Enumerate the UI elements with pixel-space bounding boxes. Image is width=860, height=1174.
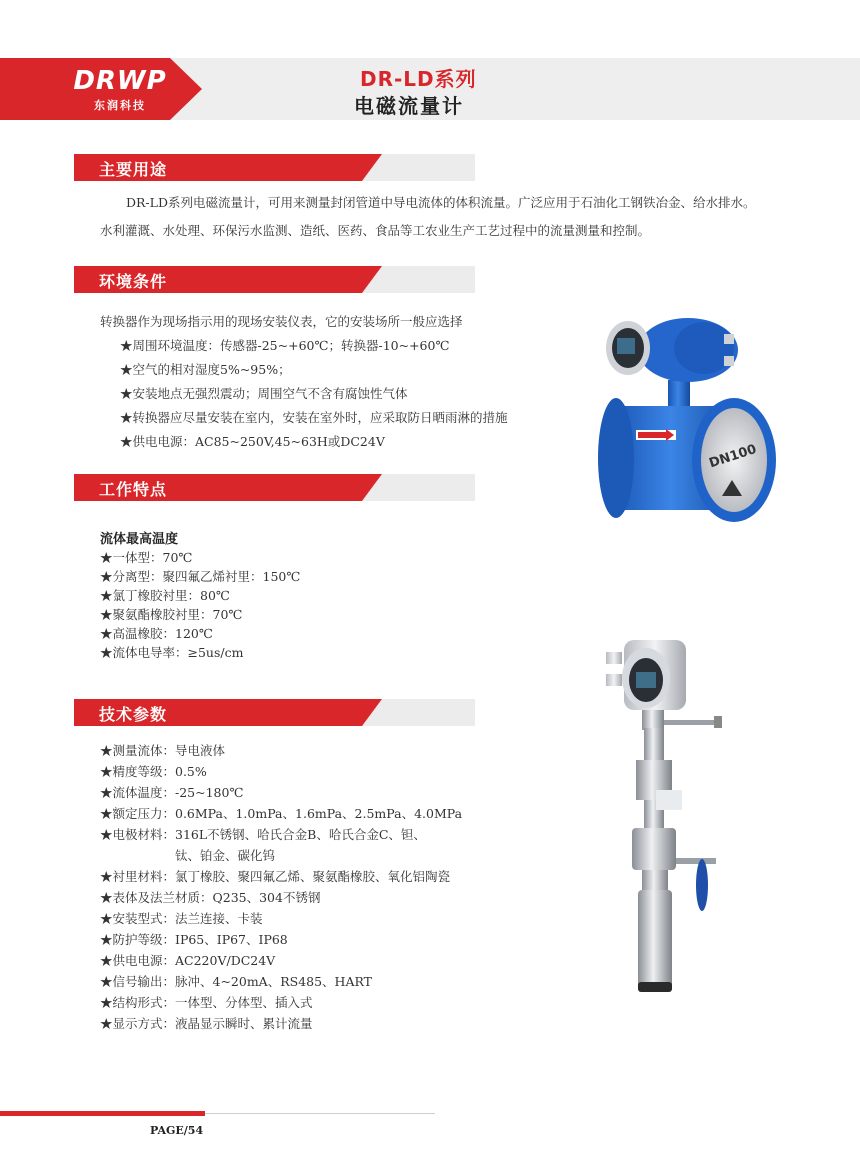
feature-item: ★聚氨酯橡胶衬里：70℃ (100, 607, 243, 622)
usage-paragraph: DR-LD系列电磁流量计，可用来测量封闭管道中导电流体的体积流量。广泛应用于石油化工钢铁冶金、给水排水。水利灌溉、水处理、环保污水监测、造纸、医药、食品等工农业生产工艺过程中的流量测量和控制。 (100, 195, 756, 238)
spec-item: ★结构形式：一体型、分体型、插入式 (100, 995, 313, 1010)
section-title: 环境条件 (99, 272, 168, 291)
insertion-flowmeter-image (598, 630, 728, 1000)
section-header-specs (74, 699, 475, 726)
spec-item: ★衬里材料：氯丁橡胶、聚四氟乙烯、聚氨酯橡胶、氧化铝陶瓷 (100, 869, 451, 884)
spec-item: ★信号输出：脉冲、4~20mA、RS485、HART (100, 974, 373, 989)
company-logo: DRWP (73, 66, 167, 96)
section-header-environment (74, 266, 475, 293)
environment-intro: 转换器作为现场指示用的现场安装仪表，它的安装场所一般应选择 (100, 314, 463, 329)
section-header-usage (74, 154, 475, 181)
company-name: 东润科技 (94, 99, 146, 112)
page-number: PAGE/54 (150, 1124, 204, 1137)
spec-item: ★防护等级：IP65、IP67、IP68 (100, 932, 288, 947)
environment-item: ★周围环境温度：传感器-25~+60℃；转换器-10~+60℃ (120, 338, 450, 353)
product-title: 电磁流量计 (354, 94, 464, 118)
spec-item: ★安装型式：法兰连接、卡装 (100, 911, 263, 926)
environment-item: ★安装地点无强烈震动；周围空气不含有腐蚀性气体 (120, 386, 408, 401)
feature-item: ★一体型：70℃ (100, 550, 193, 565)
spec-item: ★精度等级：0.5% (100, 764, 207, 779)
features-subtitle: 流体最高温度 (100, 532, 179, 547)
environment-item: ★空气的相对湿度5%~95%； (120, 362, 291, 377)
spec-item: ★测量流体：导电液体 (100, 743, 226, 758)
flanged-flowmeter-image (592, 310, 777, 535)
spec-item: ★电极材料：316L不锈钢、哈氏合金B、哈氏合金C、钽、 (100, 827, 426, 842)
spec-item-continuation: 钛、铂金、碳化钨 (175, 848, 276, 863)
section-title: 主要用途 (99, 160, 168, 179)
environment-item: ★转换器应尽量安装在室内，安装在室外时，应采取防日晒雨淋的措施 (120, 410, 508, 425)
spec-item: ★显示方式：液晶显示瞬时、累计流量 (100, 1016, 313, 1031)
footer-rule (0, 1111, 205, 1116)
environment-item: ★供电电源：AC85~250V,45~63H或DC24V (120, 434, 385, 449)
feature-item: ★氯丁橡胶衬里：80℃ (100, 588, 230, 603)
section-title: 技术参数 (99, 705, 168, 724)
series-title: DR-LD系列 (360, 67, 477, 91)
spec-item: ★供电电源：AC220V/DC24V (100, 953, 276, 968)
footer-rule-thin (205, 1113, 435, 1114)
dn-label: DN100 (707, 441, 759, 472)
spec-item: ★流体温度：-25~180℃ (100, 785, 244, 800)
section-title: 工作特点 (99, 480, 168, 499)
spec-item: ★额定压力：0.6MPa、1.0mPa、1.6mPa、2.5mPa、4.0MPa (100, 806, 463, 821)
spec-item: ★表体及法兰材质：Q235、304不锈钢 (100, 890, 321, 905)
section-header-features (74, 474, 475, 501)
feature-item: ★高温橡胶：120℃ (100, 626, 213, 641)
feature-item: ★流体电导率：≥5us/cm (100, 645, 244, 660)
feature-item: ★分离型：聚四氟乙烯衬里：150℃ (100, 569, 301, 584)
